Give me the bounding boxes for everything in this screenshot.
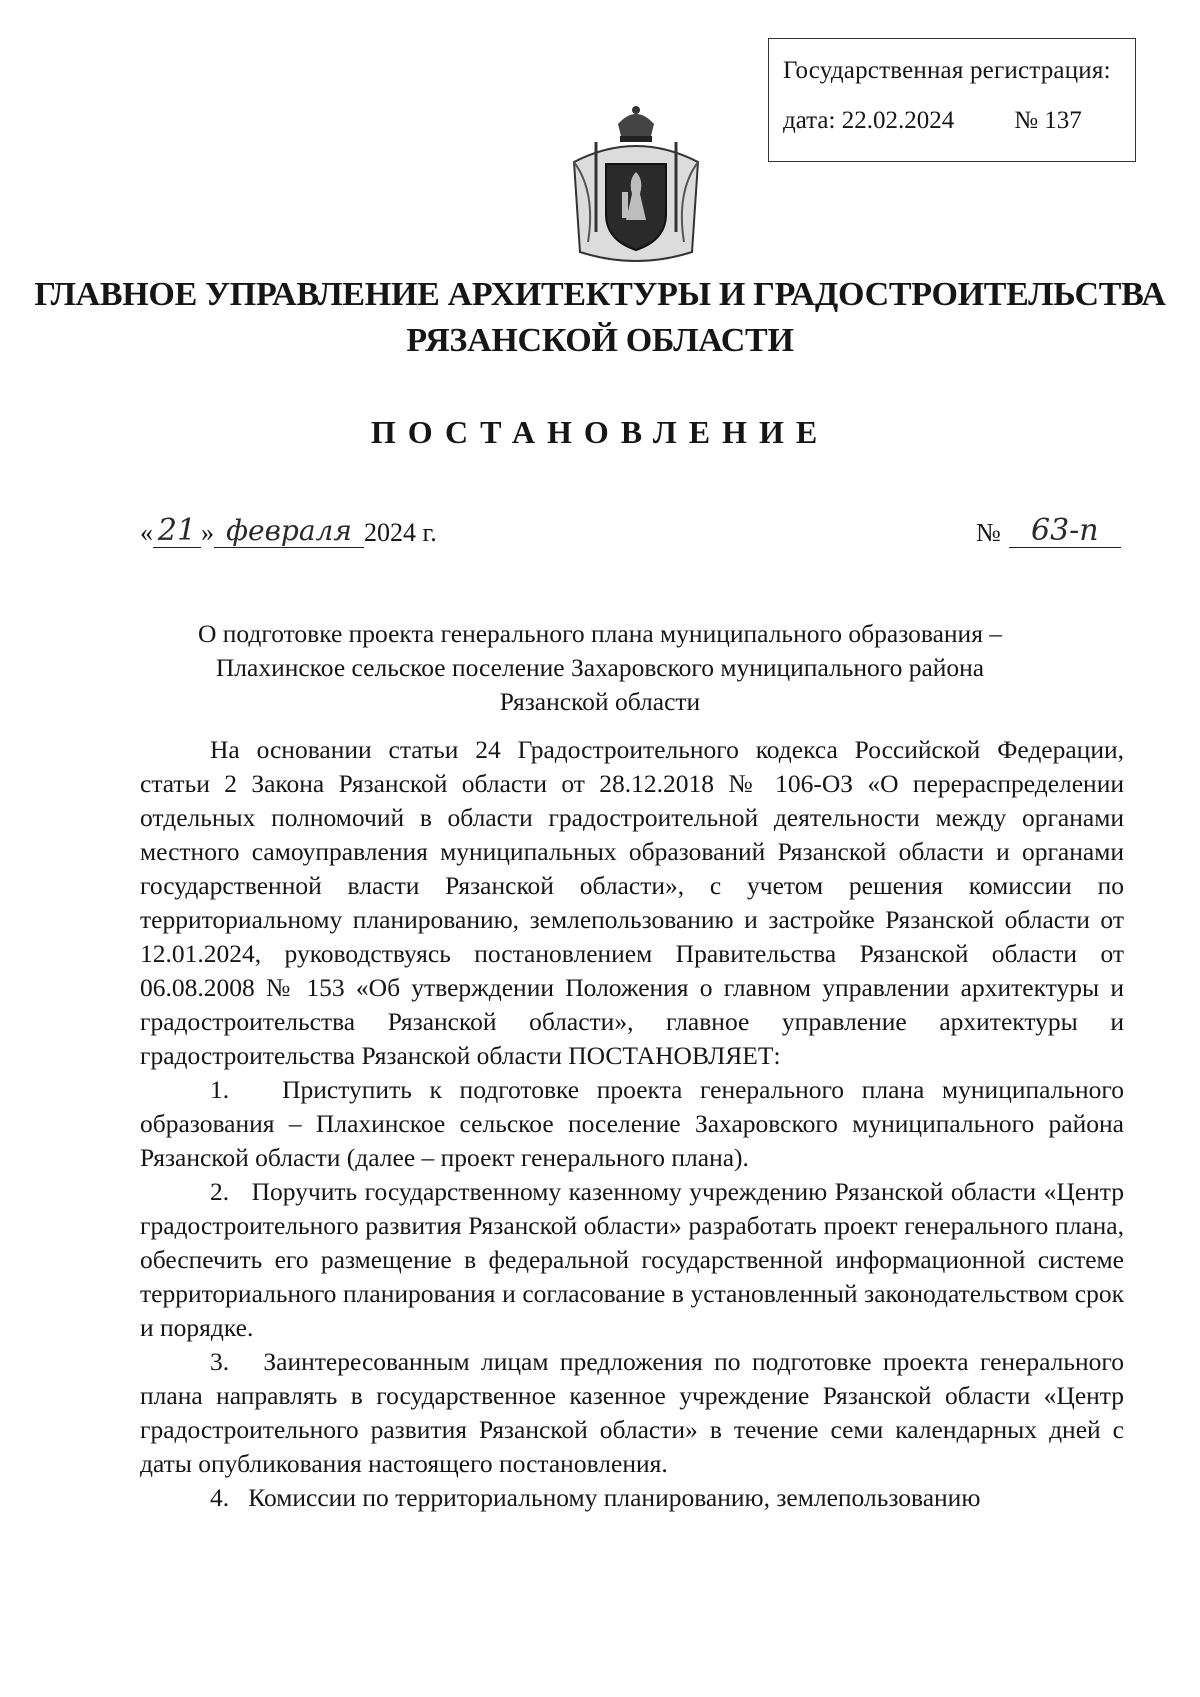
subject-line3: Рязанской области	[499, 687, 701, 716]
date-month-handwritten: февраля	[214, 515, 364, 548]
item-3-paragraph: 3. Заинтересованным лицам предложения по подготовке проекта генерального плана направлять в государственное казенное учреждение Рязанской области «Центр градостроительного развития Рязанской области» в течение семи календарных дней с даты опубликования настоящего постановления.	[140, 1347, 1124, 1478]
document-body	[140, 733, 1124, 1515]
agency-name-line1: ГЛАВНОЕ УПРАВЛЕНИЕ АРХИТЕКТУРЫ И ГРАДОСТРОИТЕЛЬСТВА	[34, 276, 1166, 313]
date-open-quote: «	[140, 518, 153, 547]
registration-details	[783, 107, 1135, 135]
agency-name	[0, 272, 1200, 364]
registration-date: дата: 22.02.2024	[783, 107, 955, 134]
item-4-paragraph: 4. Комиссии по территориальному планированию, землепользованию	[210, 1483, 981, 1512]
date-day-handwritten: 21	[153, 515, 201, 548]
coat-of-arms-emblem	[566, 102, 706, 270]
item-1-paragraph: 1. Приступить к подготовке проекта генерального плана муниципального образования – Плахинское сельское поселение Захаровского муниципального района Рязанской области (далее – проект генерального плана).	[140, 1075, 1124, 1172]
agency-name-line2: РЯЗАНСКОЙ ОБЛАСТИ	[406, 322, 794, 359]
preamble-paragraph: На основании статьи 24 Градостроительного кодекса Российской Федерации, статьи 2 Закона Рязанской области от 28.12.2018 № 106-ОЗ «О перераспределении отдельных полномочий в области градостроительной деятельности между органами местного самоуправления муниципальных образований Рязанской области и органами государственной власти Рязанской области», с учетом решения комиссии по территориальному планированию, землепользованию и застройке Рязанской области от 12.01.2024, руководствуясь постановлением Правительства Рязанской области от 06.08.2008 № 153 «Об утверждении Положения о главном управлении архитектуры и градостроительства Рязанской области», главное управление архитектуры и градостроительства Рязанской области ПОСТАНОВЛЯЕТ:	[140, 735, 1124, 1070]
registration-number: № 137	[1014, 107, 1082, 134]
item-2-paragraph: 2. Поручить государственному казенному учреждению Рязанской области «Центр градостроительного развития Рязанской области» разработать проект генерального плана, обеспечить его размещение в федеральной государственной информационной системе территориального планирования и согласование в установленный законодательством срок и порядке.	[140, 1177, 1124, 1342]
document-subject	[140, 617, 1060, 719]
document-type: ПОСТАНОВЛЕНИЕ	[370, 414, 830, 450]
registration-stamp	[768, 38, 1136, 162]
document-number	[976, 515, 1121, 548]
date-close-quote: »	[201, 518, 214, 547]
document-number-handwritten: 63-п	[1009, 515, 1121, 548]
subject-line1: О подготовке проекта генерального плана муниципального образования –	[197, 619, 1003, 648]
subject-line2: Плахинское сельское поселение Захаровского муниципального района	[215, 653, 985, 682]
registration-title: Государственная регистрация:	[783, 57, 1111, 84]
document-number-label: №	[976, 518, 1001, 547]
date-year: 2024 г.	[364, 518, 437, 547]
document-date	[140, 515, 437, 548]
